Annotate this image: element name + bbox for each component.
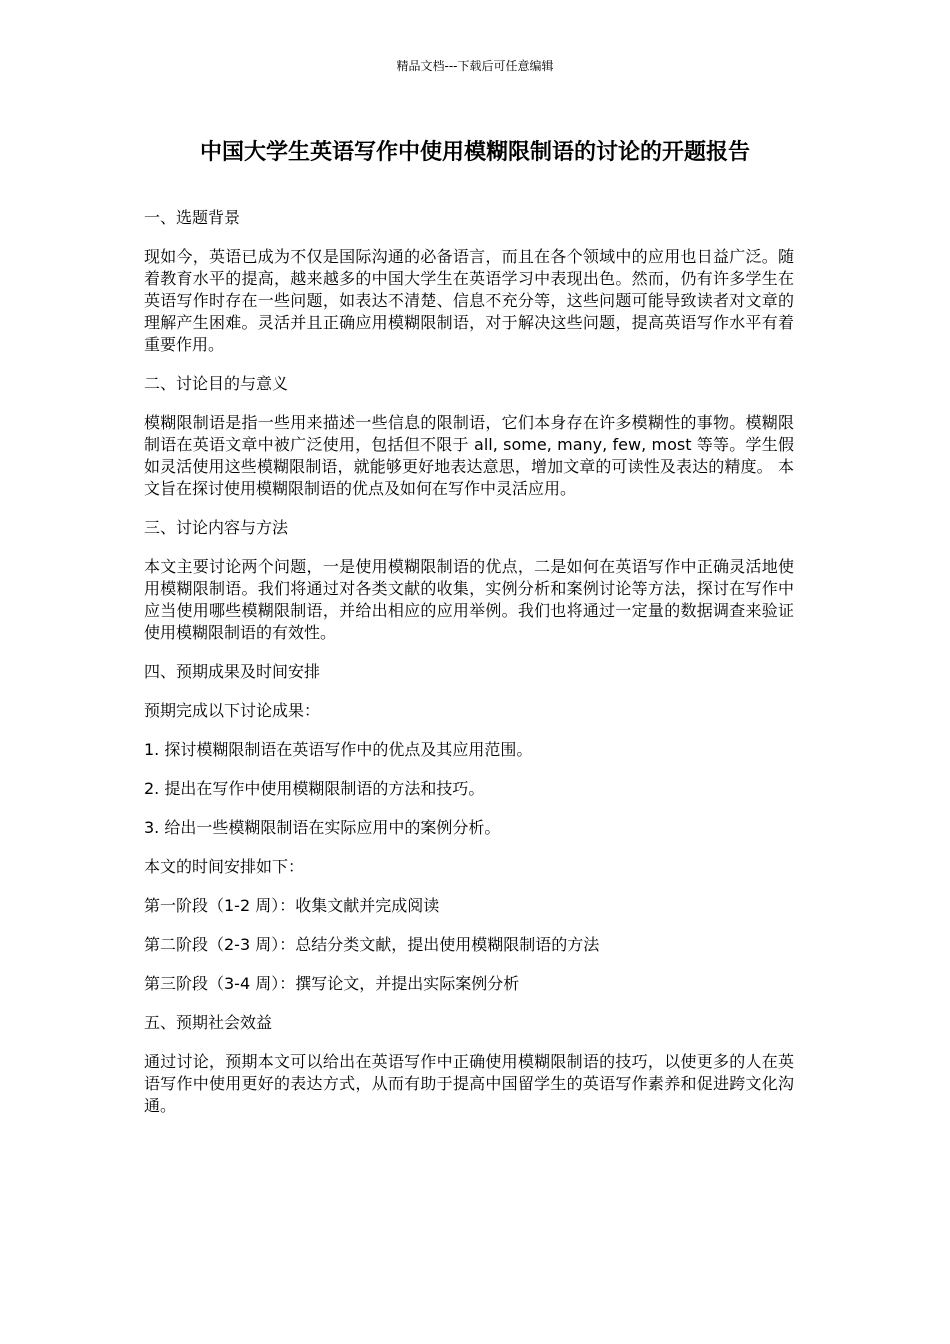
outcome-item: 3. 给出一些模糊限制语在实际应用中的案例分析。 bbox=[144, 818, 501, 837]
outcome-item: 1. 探讨模糊限制语在英语写作中的优点及其应用范围。 bbox=[144, 740, 533, 759]
outcomes-intro: 预期完成以下讨论成果： bbox=[144, 701, 321, 720]
schedule-stage: 第二阶段（2-3 周）：总结分类文献，提出使用模糊限制语的方法 bbox=[144, 935, 600, 954]
paragraph-purpose: 模糊限制语是指一些用来描述一些信息的限制语，它们本身存在许多模糊性的事物。模糊限制语在英语文章中被广泛使用，包括但不限于 all, some, many, few, most 等等。学生假如灵活使用这些模糊限制语，就能够更好地表达意思，增加文章的可读性及表达的精度。 本文旨在探讨使用模糊限制语的优点及如何在写作中灵活应用。 bbox=[144, 413, 794, 498]
section-heading-content-method: 三、讨论内容与方法 bbox=[144, 518, 289, 537]
document-body bbox=[144, 207, 794, 1134]
outcome-item: 2. 提出在写作中使用模糊限制语的方法和技巧。 bbox=[144, 779, 485, 798]
section-heading-background: 一、选题背景 bbox=[144, 208, 241, 227]
section-heading-purpose: 二、讨论目的与意义 bbox=[144, 374, 289, 393]
schedule-stage: 第一阶段（1-2 周）：收集文献并完成阅读 bbox=[144, 896, 440, 915]
paragraph-content-method: 本文主要讨论两个问题，一是使用模糊限制语的优点，二是如何在英语写作中正确灵活地使用模糊限制语。我们将通过对各类文献的收集，实例分析和案例讨论等方法，探讨在写作中应当使用哪些模糊限制语，并给出相应的应用举例。我们也将通过一定量的数据调查来验证使用模糊限制语的有效性。 bbox=[144, 557, 794, 642]
paragraph-background: 现如今，英语已成为不仅是国际沟通的必备语言，而且在各个领域中的应用也日益广泛。随着教育水平的提高，越来越多的中国大学生在英语学习中表现出色。然而，仍有许多学生在英语写作时存在一些问题，如表达不清楚、信息不充分等，这些问题可能导致读者对文章的理解产生困难。灵活并且正确应用模糊限制语，对于解决这些问题，提高英语写作水平有着重要作用。 bbox=[144, 247, 794, 354]
schedule-stage: 第三阶段（3-4 周）：撰写论文，并提出实际案例分析 bbox=[144, 974, 520, 993]
document-title: 中国大学生英语写作中使用模糊限制语的讨论的开题报告 bbox=[199, 140, 750, 165]
paragraph-social-benefit: 通过讨论，预期本文可以给出在英语写作中正确使用模糊限制语的技巧，以使更多的人在英语写作中使用更好的表达方式，从而有助于提高中国留学生的英语写作素养和促进跨文化沟通。 bbox=[144, 1052, 794, 1115]
header-note: 精品文档---下载后可任意编辑 bbox=[396, 59, 554, 73]
schedule-intro: 本文的时间安排如下： bbox=[144, 857, 305, 876]
section-heading-social-benefit: 五、预期社会效益 bbox=[144, 1013, 273, 1032]
section-heading-outcomes-schedule: 四、预期成果及时间安排 bbox=[144, 662, 321, 681]
